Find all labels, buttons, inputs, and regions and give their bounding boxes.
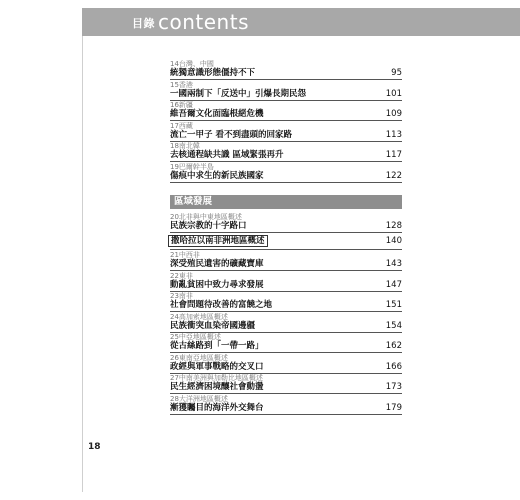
toc-entry-title-text: 一國兩制下「反送中」引爆長期民怨 <box>170 88 307 99</box>
header-prefix: 目錄 <box>132 17 155 30</box>
toc-entry-page: 101 <box>385 88 402 99</box>
toc-entry-category: 19巴爾幹半島 <box>170 162 214 171</box>
toc-entry-title-text: 民族衝突血染帝國邊疆 <box>170 320 256 331</box>
toc-entry-title <box>170 403 264 414</box>
toc-entry-title <box>170 89 306 100</box>
toc-entry-rule <box>170 249 402 250</box>
toc-entry[interactable] <box>170 251 402 272</box>
toc-entry-title <box>170 171 264 182</box>
toc-entry-category: 20北非與中東地區概述 <box>170 213 242 221</box>
section-header <box>170 195 402 209</box>
toc-entry-title <box>170 150 283 161</box>
toc-entry[interactable] <box>170 81 402 102</box>
toc-entry-page: 179 <box>385 402 402 413</box>
toc-entry-page: 113 <box>385 129 402 140</box>
toc-entry-category: 26東南亞地區概述 <box>170 353 228 362</box>
toc-entry[interactable] <box>170 163 402 184</box>
toc-entry-title-text: 深受殖民遺害的礦藏寶庫 <box>170 259 264 269</box>
toc-entry-category: 28大洋洲地區概述 <box>170 394 228 403</box>
toc-entry-title-text: 社會問題待改善的富饒之地 <box>170 300 273 310</box>
toc-entry-category: 24高加索地區概述 <box>170 312 228 321</box>
toc-entry[interactable] <box>170 272 402 293</box>
toc-entry[interactable] <box>170 292 402 313</box>
toc-entry[interactable] <box>170 60 402 81</box>
toc-entry[interactable] <box>170 213 402 234</box>
toc-entry[interactable] <box>170 122 402 143</box>
toc-entry-title-text: 民生經濟困境釀社會動盪 <box>170 382 264 392</box>
header-title-text: contents <box>158 10 249 34</box>
toc-entry-category: 18南北韓 <box>170 142 200 150</box>
toc-entry[interactable] <box>170 374 402 395</box>
toc-entry-title <box>170 68 255 79</box>
toc-entry-title-text: 民族宗教的十字路口 <box>170 221 247 231</box>
toc-entry[interactable] <box>170 395 402 416</box>
toc-entry-title-text: 從古絲路到「一帶一路」 <box>170 341 264 351</box>
toc-entry-page: 95 <box>391 68 402 78</box>
toc-entry-page: 109 <box>385 109 402 119</box>
toc-entry-category: 17西藏 <box>170 121 193 130</box>
toc-entry-category: 25中亞地區概述 <box>170 333 221 341</box>
toc-group-b <box>170 213 402 415</box>
toc-entry-page: 173 <box>385 382 402 392</box>
toc-entry-title-text: 傷痕中求生的新民族國家 <box>170 170 264 181</box>
toc-entry-category: 16新疆 <box>170 101 193 109</box>
toc-entry-category: 22東非 <box>170 271 193 280</box>
toc-entry-page: 128 <box>385 221 402 231</box>
toc-entry-title-text: 統獨意識形態僵持不下 <box>170 68 256 78</box>
toc-entry[interactable] <box>170 354 402 375</box>
toc-entry-page: 147 <box>385 279 402 290</box>
toc-entry-title <box>170 362 264 373</box>
table-of-contents <box>170 60 402 415</box>
toc-entry-title <box>170 221 247 232</box>
toc-entry-page: 162 <box>385 341 402 351</box>
page-number: 18 <box>88 442 101 452</box>
toc-entry-title <box>170 236 268 247</box>
toc-entry-title <box>170 382 264 393</box>
toc-entry-title <box>170 280 264 291</box>
toc-entry[interactable] <box>170 101 402 122</box>
toc-entry[interactable] <box>170 234 402 252</box>
toc-entry[interactable] <box>170 313 402 334</box>
toc-entry-page: 122 <box>385 170 402 181</box>
header-title <box>132 8 249 36</box>
toc-entry-page: 151 <box>385 300 402 310</box>
toc-entry-title <box>170 341 264 352</box>
section-title: 區域發展 <box>174 196 213 207</box>
toc-entry-title <box>170 130 292 141</box>
toc-entry-title <box>170 321 255 332</box>
toc-entry-page: 140 <box>385 235 402 246</box>
toc-entry-title-text: 維吾爾文化面臨根絕危機 <box>170 109 264 119</box>
toc-entry[interactable] <box>170 333 402 354</box>
toc-entry-page: 166 <box>385 361 402 372</box>
toc-entry-title-text: 撒哈拉以南非洲地區概述 <box>168 235 268 247</box>
toc-entry-category: 21中西非 <box>170 251 200 259</box>
toc-entry-title-text: 流亡一甲子 看不到盡頭的回家路 <box>170 129 292 140</box>
toc-entry-page: 154 <box>385 320 402 331</box>
toc-entry-title-text: 去核通程缺共識 區域緊張再升 <box>170 150 284 160</box>
toc-entry-page: 143 <box>385 259 402 269</box>
toc-entry-rule <box>170 182 402 183</box>
toc-entry-title-text: 動亂貧困中致力尋求發展 <box>170 279 264 290</box>
toc-entry-category: 14台灣、中國 <box>170 60 214 68</box>
toc-entry-title-text: 政經與軍事戰略的交叉口 <box>170 361 264 372</box>
toc-entry-rule <box>170 414 402 415</box>
toc-entry-title <box>170 259 264 270</box>
toc-entry[interactable] <box>170 142 402 163</box>
toc-entry-category: 27中南美洲與加勒比地區概述 <box>170 374 263 382</box>
toc-entry-category: 15香港 <box>170 80 193 89</box>
toc-entry-title <box>170 300 272 311</box>
toc-entry-title-text: 漸獲矚目的海洋外交舞台 <box>170 402 264 413</box>
toc-entry-title <box>170 109 264 120</box>
toc-entry-page: 117 <box>385 150 402 160</box>
toc-entry-category: 23南非 <box>170 292 193 300</box>
toc-group-a <box>170 60 402 183</box>
